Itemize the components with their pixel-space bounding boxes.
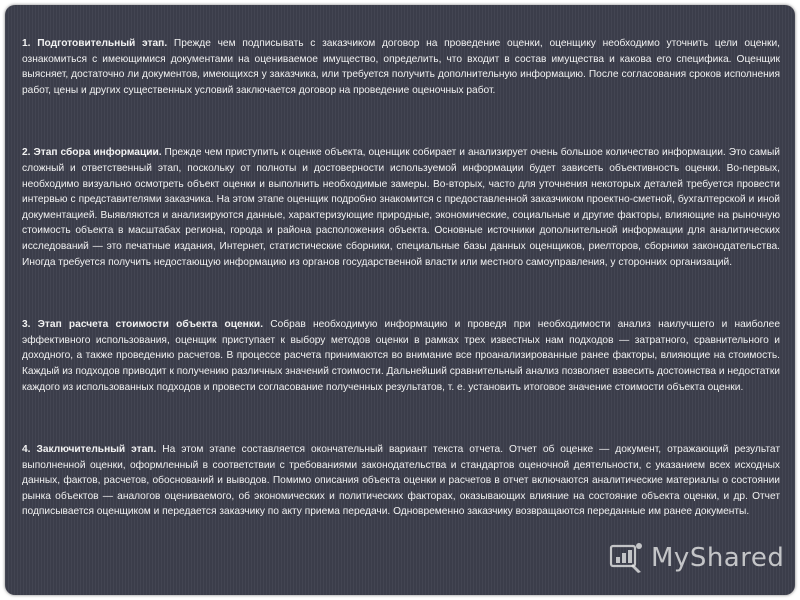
paragraph-heading: 2. Этап сбора информации. [22, 147, 162, 159]
paragraph-text: Собрав необходимую информацию и проведя при необходимости анализ наилучшего и наиболее эффективного использования, оценщик приступает к выбору методов оценки в рамках трех известных нам подходов — затратного, сравнительного и доходного, а также проведению расчетов. В процессе расчета принимаются во внимание все проанализированные ранее факторы, влияющие на стоимость. Каждый из подходов приводит к получению различных значений стоимости. Дальнейший сравнительный анализ позволяет взвесить достоинства и недостатки каждого из использованных подходов и провести согласование полученных результатов, т. е. установить итоговое значение стоимости объекта оценки. [22, 319, 780, 393]
paragraph-text: Прежде чем подписывать с заказчиком договор на проведение оценки, оценщику необходимо уточнить цели оценки, ознакомиться с имеющимися документами на оцениваемое имущество, определить, что входит в состав имущества и какова его специфика. Оценщик выясняет, достаточно ли документов, имеющихся у заказчика, или требуется получить дополнительную информацию. После согласования сроков исполнения работ, цены и других существенных условий заключается договор на проведение оценочных работ. [22, 38, 781, 96]
paragraph-heading: 3. Этап расчета стоимости объекта оценки. [22, 319, 264, 331]
paragraph-preparatory-stage [22, 36, 780, 98]
paragraph-information-gathering [22, 145, 780, 270]
paragraph-heading: 1. Подготовительный этап. [22, 38, 168, 49]
paragraph-value-calculation [22, 317, 780, 395]
watermark-text: MyShared [651, 543, 785, 573]
paragraph-text: Прежде чем приступить к оценке объекта, оценщик собирает и анализирует очень большое количество информации. Это самый сложный и ответственный этап, поскольку от полноты и достоверности используемой информации будет зависеть объективность оценки. Во-первых, необходимо визуально осмотреть объект оценки и выполнить необходимые замеры. Во-вторых, часто для уточнения некоторых деталей требуется провести интервью с представителями заказчика. На этом этапе оценщик подробно знакомится с предоставленной заказчиком проектно-сметной, бухгалтерской и иной документацией. Выявляются и анализируются данные, характеризующие природные, экономические, социальные и другие факторы, влияющие на рыночную стоимость объекта в масштабах региона, города и района расположения объекта. Основные источники дополнительной информации для аналитических исследований — это печатные издания, Интернет, статистические сборники, специальные базы данных оценщиков, риелторов, сборники законодательства. Иногда требуется получить недостающую информацию из органов государственной власти или местного самоуправления, у сторонних организаций. [22, 147, 780, 268]
paragraph-heading: 4. Заключительный этап. [22, 444, 157, 456]
myshared-watermark [609, 541, 784, 575]
paragraph-text: На этом этапе составляется окончательный вариант текста отчета. Отчет об оценке — документ, отражающий результат выполненной оценки, оформленный в соответствии с требованиями законодательства и стандартов оценочной деятельности, с указанием всех исходных данных, фактов, расчетов, обоснований и выводов. Помимо описания объекта оценки и расчетов в отчет включаются аналитические материалы о состоянии рынка объектов — аналогов оцениваемого, об экономических и политических факторах, оказывающих влияние на состояние объекта оценки, и др. Отчет подписывается оценщиком и передается заказчику по акту приема передачи. Одновременно заказчику возвращаются переданные им ранее документы. [22, 444, 780, 518]
slide [5, 5, 795, 595]
slide-content [22, 36, 780, 567]
myshared-logo-icon [609, 542, 643, 574]
paragraph-final-stage [22, 442, 780, 520]
